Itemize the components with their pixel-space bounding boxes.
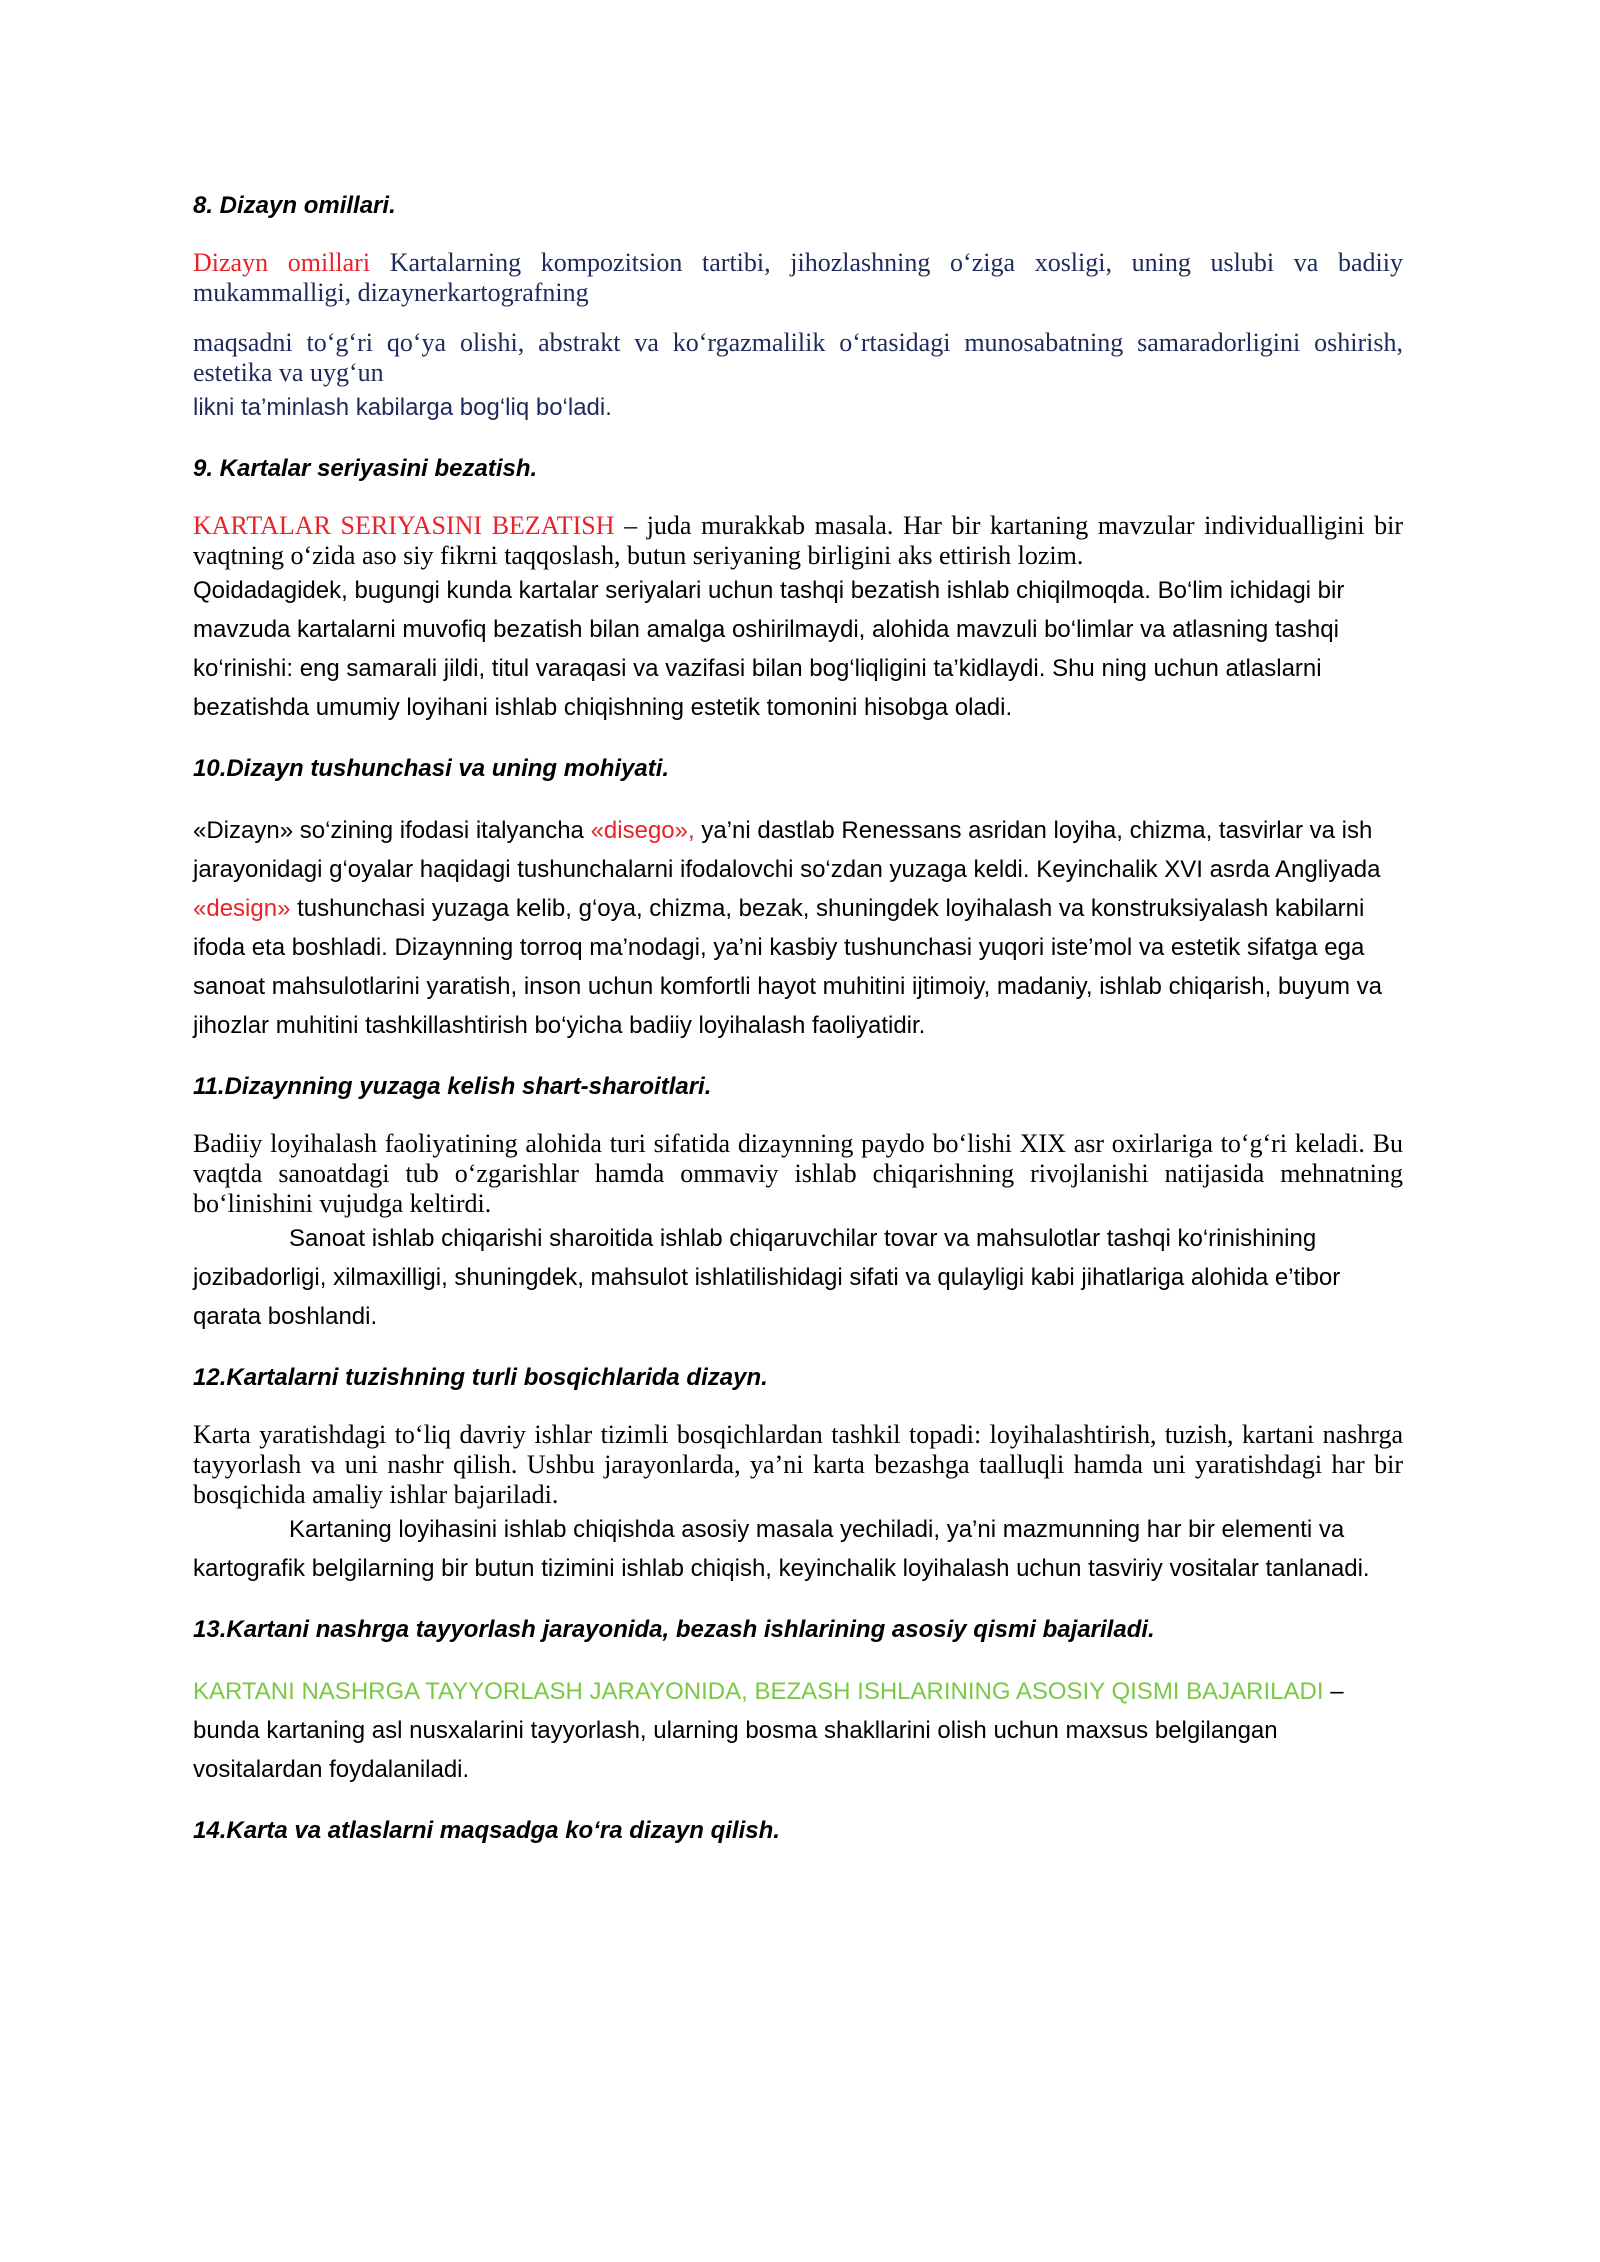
paragraph-text: – juda murakkab masala. Har bir kartaning mavzular individualligini bir vaqtning o‘zida aso siy fikrni taqqoslash, butun seriyaning birligini aks ettirish lozim. (193, 511, 1403, 570)
section-8-paragraph-3: likni ta’minlash kabilarga bog‘liq bo‘ladi. (193, 394, 612, 421)
term-dizayn-omillari: Dizayn omillari (193, 248, 371, 277)
paragraph-text: ya’ni dastlab Renessans asridan loyiha, chizma, tasvirlar va ish jarayonidagi g‘oyalar haqidagi tushunchalarni ifodalovchi so‘zdan yuzaga keldi. Keyinchalik XVI asrda Angliyada (193, 817, 1381, 883)
section-13-paragraph (193, 1672, 1403, 1789)
section-10-heading: 10.Dizayn tushunchasi va uning mohiyati. (193, 755, 670, 782)
section-8-paragraph-1 (193, 248, 1403, 308)
paragraph-text: – bunda kartaning asl nusxalarini tayyorlash, ularning bosma shakllarini olish uchun maxsus belgilangan vositalardan foydalaniladi. (193, 1678, 1344, 1783)
paragraph-text: tushunchasi yuzaga kelib, g‘oya, chizma, bezak, shuningdek loyihalash va konstruksiyalash kabilarni ifoda eta boshladi. Dizaynning torroq ma’nodagi, ya’ni kasbiy tushunchasi yuqori iste’mol va estetik sifatga ega sanoat mahsulotlarini yaratish, inson uchun komfortli hayot muhitini ijtimoiy, madaniy, ishlab chiqarish, buyum va jihozlar muhitini tashkillashtirish bo‘yicha badiiy loyihalash faoliyatidir. (193, 895, 1382, 1039)
term-kartalar-seriyasini-bezatish: KARTALAR SERIYASINI BEZATISH (193, 511, 615, 540)
section-9-heading: 9. Kartalar seriyasini bezatish. (193, 455, 538, 482)
paragraph-text: «Dizayn» so‘zining ifodasi italyancha (193, 817, 591, 844)
section-9-paragraph-2: Qoidadagidek, bugungi kunda kartalar seriyalari uchun tashqi bezatish ishlab chiqilmoqda. Bo‘lim ichidagi bir mavzuda kartalarni muvofiq bezatish bilan amalga oshirilmaydi, alohida mavzuli bo‘limlar va atlasning tashqi ko‘rinishi: eng samarali jildi, titul varaqasi va vazifasi bilan bog‘liqligini ta’kidlaydi. Shu ning uchun atlaslarni bezatishda umumiy loyihani ishlab chiqishning estetik tomonini hisobga oladi. (193, 577, 1345, 721)
section-12-heading: 12.Kartalarni tuzishning turli bosqichlarida dizayn. (193, 1364, 768, 1391)
section-11-paragraph-1: Badiiy loyihalash faoliyatining alohida turi sifatida dizaynning paydo bo‘lishi XIX asr oxirlariga to‘g‘ri keladi. Bu vaqtda sanoatdagi tub o‘zgarishlar hamda ommaviy ishlab chiqarishning rivojlanishi natijasida mehnatning bo‘linishini vujudga keltirdi. (193, 1129, 1403, 1218)
section-13-heading: 13.Kartani nashrga tayyorlash jarayonida, bezash ishlarining asosiy qismi bajariladi. (193, 1616, 1155, 1643)
section-11-heading: 11.Dizaynning yuzaga kelish shart-sharoitlari. (193, 1073, 712, 1100)
paragraph-text: Kartalarning kompozitsion tartibi, jihozlashning o‘ziga xosligi, uning uslubi va badiiy mukammalligi, dizaynerkartografning (193, 248, 1403, 307)
section-14-heading: 14.Karta va atlaslarni maqsadga ko‘ra dizayn qilish. (193, 1817, 780, 1844)
term-design: «design» (193, 895, 291, 922)
term-disego: «disego», (590, 817, 695, 844)
section-11-paragraph-2: Sanoat ishlab chiqarishi sharoitida ishlab chiqaruvchilar tovar va mahsulotlar tashqi ko‘rinishining jozibadorligi, xilmaxilligi, shuningdek, mahsulot ishlatilishidagi sifati va qulayligi kabi jihatlariga alohida e’tibor qarata boshlandi. (193, 1225, 1341, 1330)
document-page (193, 190, 1403, 1873)
term-kartani-nashrga: KARTANI NASHRGA TAYYORLASH JARAYONIDA, BEZASH ISHLARINING ASOSIY QISMI BAJARILADI (193, 1678, 1324, 1705)
section-9-paragraph-1 (193, 511, 1403, 571)
section-12-paragraph-1: Karta yaratishdagi to‘liq davriy ishlar tizimli bosqichlardan tashkil topadi: loyihalashtirish, tuzish, kartani nashrga tayyorlash va uni nashr qilish. Ushbu jarayonlarda, ya’ni karta bezashga taalluqli hamda uni yaratishdagi har bir bosqichida amaliy ishlar bajariladi. (193, 1420, 1403, 1509)
section-8-paragraph-2: maqsadni to‘g‘ri qo‘ya olishi, abstrakt va ko‘rgazmalilik o‘rtasidagi munosabatning samaradorligini oshirish, estetika va uyg‘un (193, 328, 1403, 387)
section-8-heading: 8. Dizayn omillari. (193, 192, 396, 219)
section-12-paragraph-2: Kartaning loyihasini ishlab chiqishda asosiy masala yechiladi, ya’ni mazmunning har bir elementi va kartografik belgilarning bir butun tizimini ishlab chiqish, keyinchalik loyihalash uchun tasviriy vositalar tanlanadi. (193, 1516, 1370, 1582)
section-10-paragraph (193, 811, 1403, 1045)
